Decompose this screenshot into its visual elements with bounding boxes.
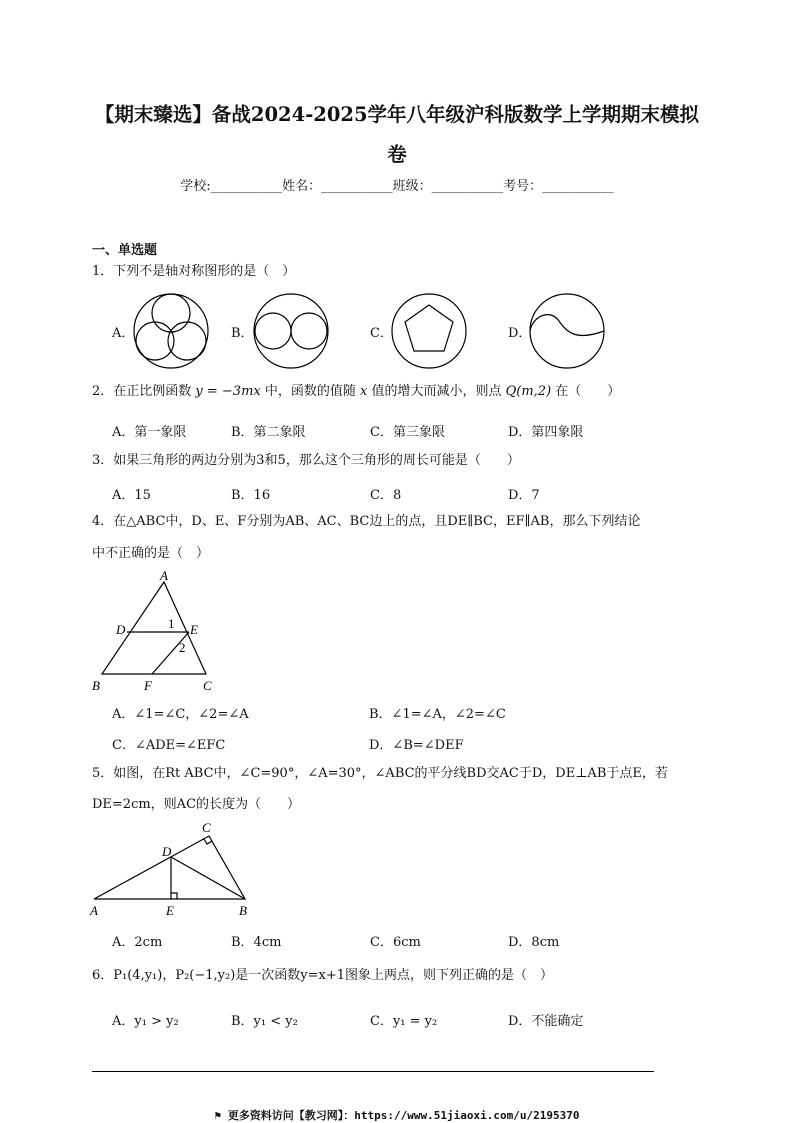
- q1-figure-c-pentagon: [391, 293, 471, 373]
- q1-option-a-label: A．: [112, 326, 135, 341]
- question-3-stem: 3．如果三角形的两边分别为3和5，那么这个三角形的周长可能是（ ）: [92, 453, 520, 468]
- q1-figure-b-two-circles: [253, 293, 333, 373]
- q1-option-c-label: C．: [370, 326, 393, 341]
- q6-option-c: C．y₁ = y₂: [370, 1014, 438, 1029]
- question-5-stem-line2: DE=2cm，则AC的长度为（ ）: [92, 797, 301, 812]
- q1-option-d-label: D．: [508, 326, 532, 341]
- q3-option-a: A．15: [112, 488, 151, 503]
- question-5-stem-line1: 5．如图，在Rt ABC中，∠C=90°，∠A=30°，∠ABC的平分线BD交AC于D，DE⊥AB于点E，若: [92, 766, 668, 781]
- q4-label-f: F: [144, 678, 152, 693]
- q4-option-c: C．∠ADE=∠EFC: [112, 738, 226, 753]
- q5-option-d: D．8cm: [508, 935, 560, 950]
- q4-option-b: B．∠1=∠A，∠2=∠C: [369, 707, 506, 722]
- q6-option-b: B．y₁ < y₂: [231, 1014, 298, 1029]
- section-heading: 一、单选题: [92, 243, 158, 258]
- q1-figure-a-trefoil: [133, 293, 213, 373]
- q4-label-angle-1: 1: [168, 616, 175, 631]
- flag-icon: ⚑: [214, 1109, 228, 1122]
- q3-option-d: D．7: [508, 488, 540, 503]
- q4-option-a: A．∠1=∠C，∠2=∠A: [112, 707, 249, 722]
- q5-right-triangle-figure: [86, 820, 261, 920]
- q2-option-d: D．第四象限: [508, 425, 584, 440]
- q5-option-a: A．2cm: [112, 935, 163, 950]
- q4-option-d: D．∠B=∠DEF: [369, 738, 464, 753]
- q5-label-c: C: [202, 820, 211, 835]
- q4-label-angle-2: 2: [179, 640, 186, 655]
- q4-label-e: E: [190, 622, 198, 637]
- q5-label-a: A: [90, 903, 98, 918]
- question-4-stem-line2: 中不正确的是（ ）: [92, 546, 210, 561]
- footer-link[interactable]: ⚑ 更多资料访问【教习网】：https://www.51jiaoxi.com/u/2195370: [214, 1109, 580, 1122]
- question-4-stem-line1: 4．在△ABC中，D、E、F分别为AB、AC、BC边上的点，且DE∥BC，EF∥AB，那么下列结论: [92, 514, 641, 529]
- q4-label-a: A: [160, 568, 168, 583]
- q4-label-d: D: [116, 622, 126, 637]
- q6-option-a: A．y₁ > y₂: [112, 1014, 179, 1029]
- q2-option-a: A．第一象限: [112, 425, 187, 440]
- q4-label-c: C: [203, 678, 212, 693]
- q6-option-d: D．不能确定: [508, 1014, 584, 1029]
- q3-option-c: C．8: [370, 488, 402, 503]
- question-2-stem: 2．在正比例函数 y = −3mx 中，函数的值随 x 值的增大而减小，则点 Q(m,2) 在（ ）: [92, 384, 621, 399]
- q5-label-d: D: [162, 844, 172, 859]
- q4-label-b: B: [92, 678, 100, 693]
- q2-option-c: C．第三象限: [370, 425, 445, 440]
- q5-label-e: E: [166, 903, 174, 918]
- question-6-stem: 6．P₁(4,y₁)，P₂(−1,y₂)是一次函数y=x+1图象上两点，则下列正确的是（ ）: [92, 968, 554, 983]
- question-1-stem: 1．下列不是轴对称图形的是（ ）: [92, 264, 296, 279]
- page-title-line2: 卷: [387, 143, 407, 166]
- q3-option-b: B．16: [231, 488, 271, 503]
- q1-option-b-label: B．: [231, 326, 254, 341]
- q2-option-b: B．第二象限: [231, 425, 306, 440]
- q5-option-c: C．6cm: [370, 935, 421, 950]
- page-title: 【期末臻选】备战2024-2025学年八年级沪科版数学上学期期末模拟: [94, 103, 700, 126]
- q4-triangle-figure: [86, 568, 226, 698]
- q5-option-b: B．4cm: [231, 935, 282, 950]
- q5-label-b: B: [239, 903, 247, 918]
- student-info-line: 学校:___________姓名：___________班级：___________考号：___________: [180, 179, 614, 194]
- footer-divider: [92, 1071, 654, 1072]
- q1-figure-d-yin-yang: [529, 293, 609, 373]
